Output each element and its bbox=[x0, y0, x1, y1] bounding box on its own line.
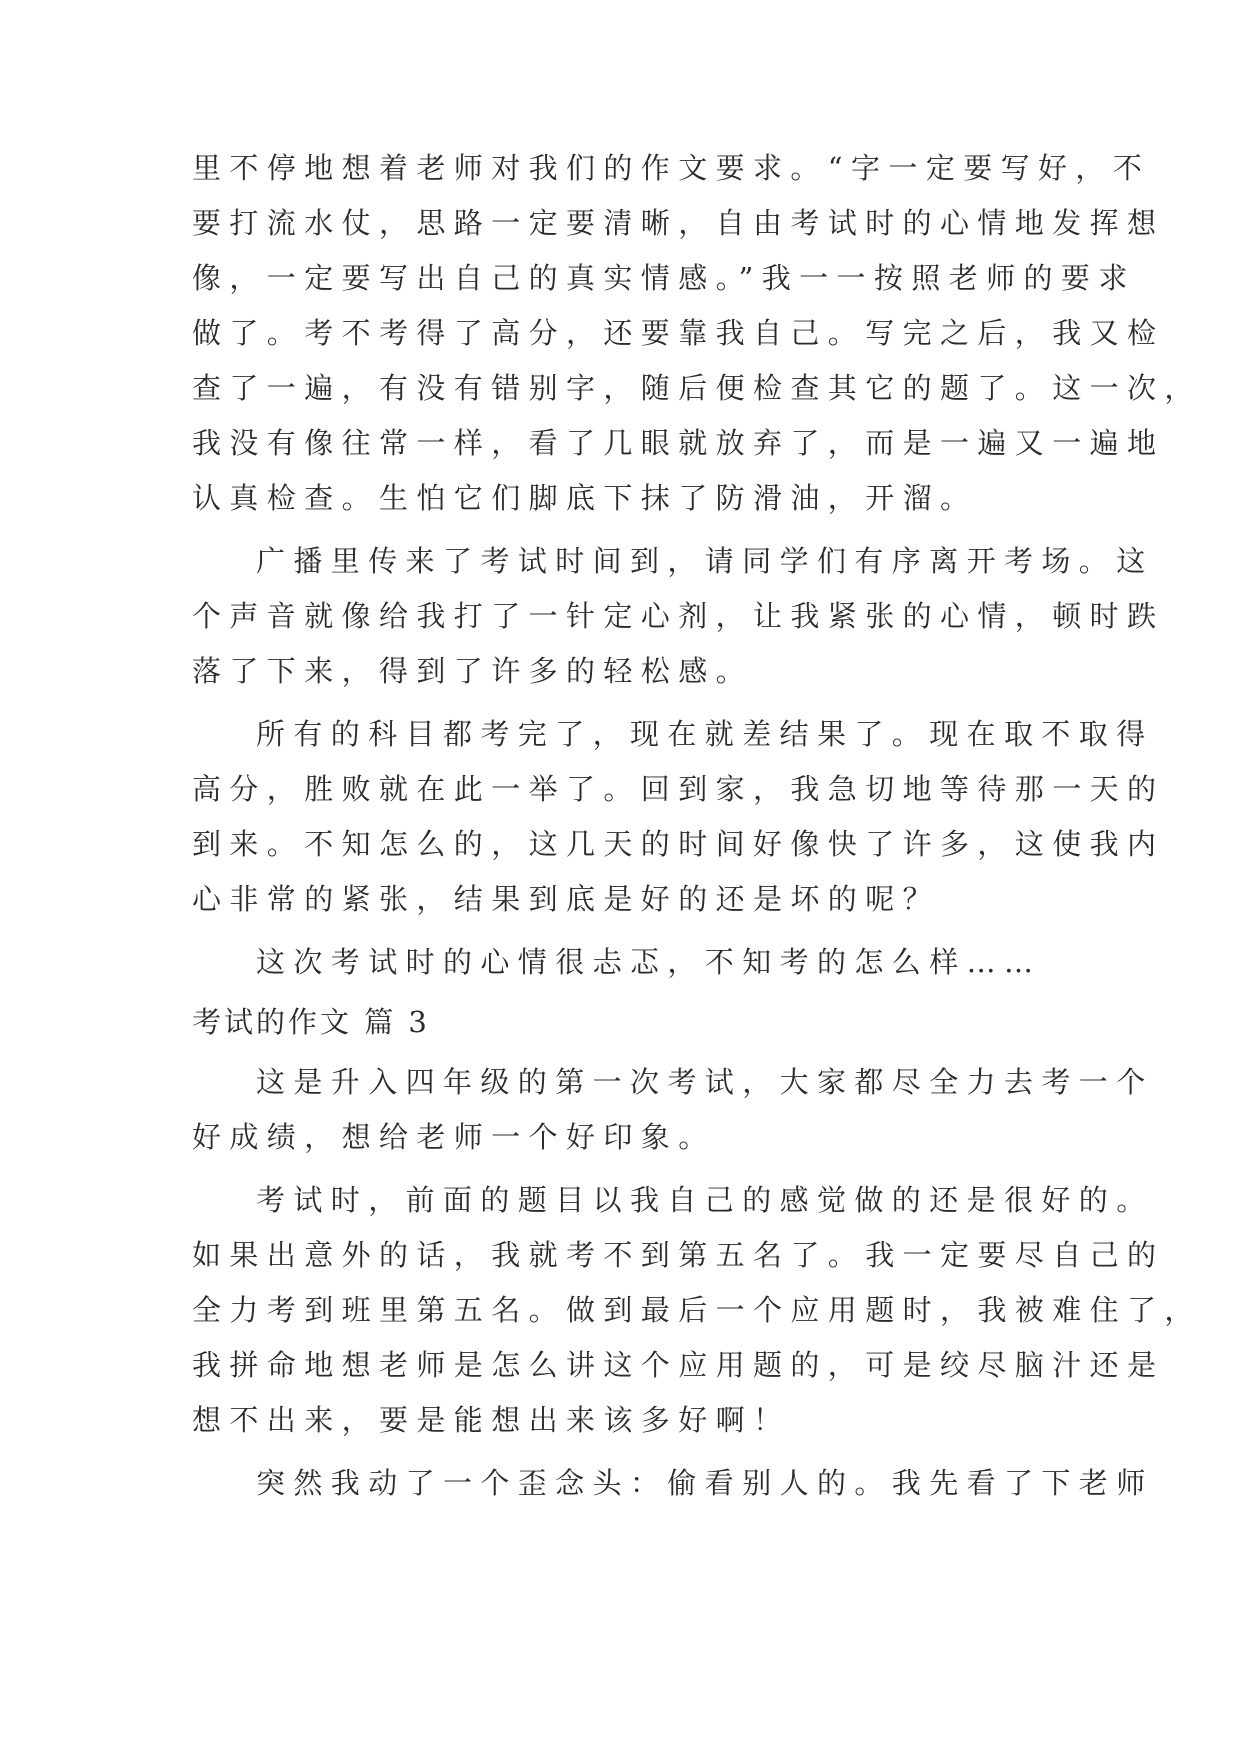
text-line: 做了。考不考得了高分，还要靠我自己。写完之后，我又检 bbox=[192, 316, 1165, 350]
text-line: 我没有像往常一样，看了几眼就放弃了，而是一遍又一遍地 bbox=[192, 426, 1165, 460]
paragraph-first-line: 突然我动了一个歪念头：偷看别人的。我先看了下老师 bbox=[256, 1466, 1154, 1500]
text-line: 如果出意外的话，我就考不到第五名了。我一定要尽自己的 bbox=[192, 1238, 1165, 1272]
text-line: 认真检查。生怕它们脚底下抹了防滑油，开溜。 bbox=[192, 481, 978, 515]
text-line: 到来。不知怎么的，这几天的时间好像快了许多，这使我内 bbox=[192, 827, 1165, 861]
paragraph-first-line: 这次考试时的心情很忐忑，不知考的怎么样…… bbox=[256, 945, 1042, 979]
text-line: 想不出来，要是能想出来该多好啊！ bbox=[192, 1403, 791, 1437]
text-line: 查了一遍，有没有错别字，随后便检查其它的题了。这一次， bbox=[192, 371, 1202, 405]
text-line: 好成绩，想给老师一个好印象。 bbox=[192, 1120, 716, 1154]
text-line: 像，一定要写出自己的真实情感。”我一一按照老师的要求 bbox=[192, 261, 1136, 295]
paragraph-first-line: 这是升入四年级的第一次考试，大家都尽全力去考一个 bbox=[256, 1065, 1154, 1099]
paragraph-first-line: 考试时，前面的题目以我自己的感觉做的还是很好的。 bbox=[256, 1183, 1154, 1217]
text-line: 全力考到班里第五名。做到最后一个应用题时，我被难住了， bbox=[192, 1293, 1202, 1327]
text-line: 要打流水仗，思路一定要清晰，自由考试时的心情地发挥想 bbox=[192, 206, 1165, 240]
paragraph-first-line: 所有的科目都考完了，现在就差结果了。现在取不取得 bbox=[256, 717, 1154, 751]
section-heading: 考试的作文 篇 3 bbox=[192, 1005, 430, 1039]
text-line: 我拼命地想老师是怎么讲这个应用题的，可是绞尽脑汁还是 bbox=[192, 1348, 1165, 1382]
text-line: 心非常的紧张，结果到底是好的还是坏的呢？ bbox=[192, 882, 941, 916]
text-line: 落了下来，得到了许多的轻松感。 bbox=[192, 654, 754, 688]
text-line: 高分，胜败就在此一举了。回到家，我急切地等待那一天的 bbox=[192, 772, 1165, 806]
text-line: 个声音就像给我打了一针定心剂，让我紧张的心情，顿时跌 bbox=[192, 599, 1165, 633]
text-line: 里不停地想着老师对我们的作文要求。“字一定要写好，不 bbox=[192, 151, 1151, 185]
paragraph-first-line: 广播里传来了考试时间到，请同学们有序离开考场。这 bbox=[256, 544, 1154, 578]
